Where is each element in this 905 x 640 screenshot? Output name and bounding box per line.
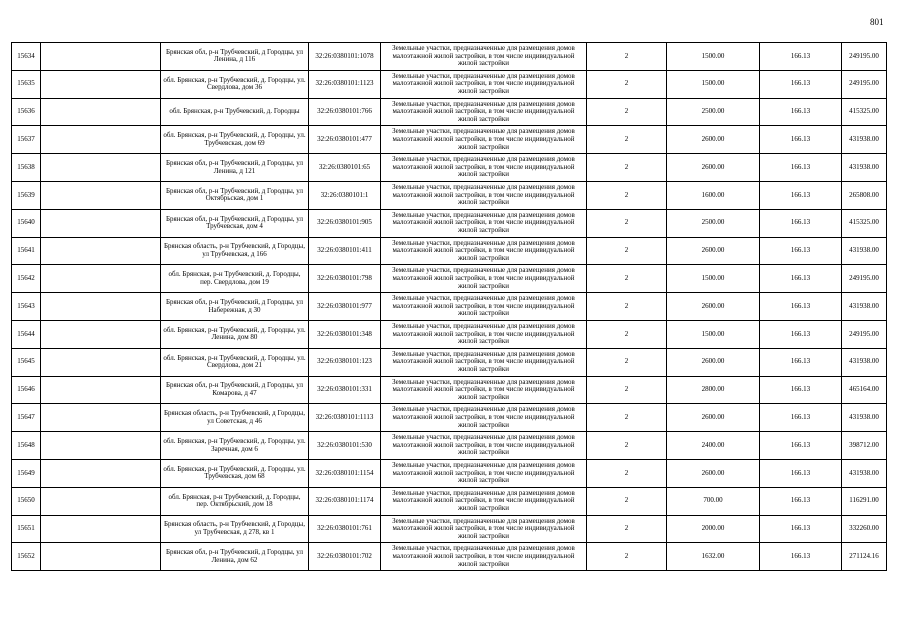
land-use-cell: Земельные участки, предназначенные для размещения домов малоэтажной жилой застройки, в том числе индивидуальной жилой застройки (381, 43, 587, 71)
area-cell: 1632.00 (667, 543, 760, 571)
cadastral-value-cell: 249195.00 (842, 320, 887, 348)
empty-cell (41, 487, 161, 515)
land-use-cell: Земельные участки, предназначенные для размещения домов малоэтажной жилой застройки, в том числе индивидуальной жилой застройки (381, 265, 587, 293)
specific-value-cell: 166.13 (760, 43, 842, 71)
empty-cell (41, 543, 161, 571)
row-number: 15643 (12, 293, 41, 321)
land-use-cell: Земельные участки, предназначенные для размещения домов малоэтажной жилой застройки, в том числе индивидуальной жилой застройки (381, 432, 587, 460)
land-use-cell: Земельные участки, предназначенные для размещения домов малоэтажной жилой застройки, в том числе индивидуальной жилой застройки (381, 404, 587, 432)
land-use-cell: Земельные участки, предназначенные для размещения домов малоэтажной жилой застройки, в том числе индивидуальной жилой застройки (381, 98, 587, 126)
cadastral-number-cell: 32:26:0380101:477 (309, 126, 381, 154)
group-cell: 2 (587, 404, 667, 432)
address-cell: Брянская обл, р-н Трубчевский, д Городцы, ул Комарова, д 47 (161, 376, 309, 404)
address-cell: обл. Брянская, р-н Трубчевский, д. Городцы, ул. Свердлова, дом 36 (161, 70, 309, 98)
cadastral-number-cell: 32:26:0380101:1154 (309, 459, 381, 487)
table-row (12, 154, 887, 182)
specific-value-cell: 166.13 (760, 515, 842, 543)
specific-value-cell: 166.13 (760, 320, 842, 348)
cadastral-value-cell: 271124.16 (842, 543, 887, 571)
row-number: 15637 (12, 126, 41, 154)
empty-cell (41, 459, 161, 487)
cadastral-value-cell: 465164.00 (842, 376, 887, 404)
table-row (12, 43, 887, 71)
empty-cell (41, 154, 161, 182)
table-row (12, 432, 887, 460)
cadastral-value-cell: 332260.00 (842, 515, 887, 543)
row-number: 15645 (12, 348, 41, 376)
address-cell: обл. Брянская, р-н Трубчевский, д. Городцы, пер. Октябрьский, дом 18 (161, 487, 309, 515)
address-cell: обл. Брянская, р-н Трубчевский, д. Городцы, ул. Трубчевская, дом 69 (161, 126, 309, 154)
cadastral-number-cell: 32:26:0380101:530 (309, 432, 381, 460)
table-row (12, 209, 887, 237)
row-number: 15636 (12, 98, 41, 126)
address-cell: обл. Брянская, р-н Трубчевский, д. Городцы, ул. Ленина, дом 80 (161, 320, 309, 348)
specific-value-cell: 166.13 (760, 181, 842, 209)
specific-value-cell: 166.13 (760, 293, 842, 321)
specific-value-cell: 166.13 (760, 459, 842, 487)
cadastral-value-cell: 415325.00 (842, 209, 887, 237)
cadastral-number-cell: 32:26:0380101:1174 (309, 487, 381, 515)
row-number: 15646 (12, 376, 41, 404)
cadastral-value-cell: 249195.00 (842, 265, 887, 293)
area-cell: 2500.00 (667, 209, 760, 237)
table-row (12, 265, 887, 293)
area-cell: 2800.00 (667, 376, 760, 404)
cadastral-number-cell: 32:26:0380101:702 (309, 543, 381, 571)
address-cell: Брянская обл, р-н Трубчевский, д Городцы, ул Ленина, д 116 (161, 43, 309, 71)
group-cell: 2 (587, 126, 667, 154)
cadastral-number-cell: 32:26:0380101:977 (309, 293, 381, 321)
group-cell: 2 (587, 459, 667, 487)
cadastral-number-cell: 32:26:0380101:1078 (309, 43, 381, 71)
cadastral-value-cell: 415325.00 (842, 98, 887, 126)
cadastral-number-cell: 32:26:0380101:331 (309, 376, 381, 404)
row-number: 15644 (12, 320, 41, 348)
cadastral-value-cell: 398712.00 (842, 432, 887, 460)
address-cell: Брянская обл, р-н Трубчевский, д Городцы, ул Ленина, д 121 (161, 154, 309, 182)
specific-value-cell: 166.13 (760, 487, 842, 515)
land-use-cell: Земельные участки, предназначенные для размещения домов малоэтажной жилой застройки, в том числе индивидуальной жилой застройки (381, 459, 587, 487)
land-use-cell: Земельные участки, предназначенные для размещения домов малоэтажной жилой застройки, в том числе индивидуальной жилой застройки (381, 515, 587, 543)
cadastral-value-cell: 249195.00 (842, 70, 887, 98)
empty-cell (41, 43, 161, 71)
cadastral-number-cell: 32:26:0380101:1123 (309, 70, 381, 98)
empty-cell (41, 515, 161, 543)
group-cell: 2 (587, 181, 667, 209)
cadastral-value-cell: 431938.00 (842, 126, 887, 154)
cadastral-value-cell: 116291.00 (842, 487, 887, 515)
row-number: 15642 (12, 265, 41, 293)
group-cell: 2 (587, 348, 667, 376)
empty-cell (41, 209, 161, 237)
address-cell: Брянская обл, р-н Трубчевский, д Городцы, ул Октябрьская, дом 1 (161, 181, 309, 209)
empty-cell (41, 181, 161, 209)
area-cell: 2600.00 (667, 459, 760, 487)
land-use-cell: Земельные участки, предназначенные для размещения домов малоэтажной жилой застройки, в том числе индивидуальной жилой застройки (381, 126, 587, 154)
group-cell: 2 (587, 293, 667, 321)
empty-cell (41, 98, 161, 126)
address-cell: Брянская обл, р-н Трубчевский, д Городцы, ул Набережная, д 30 (161, 293, 309, 321)
area-cell: 2400.00 (667, 432, 760, 460)
empty-cell (41, 432, 161, 460)
table-row (12, 126, 887, 154)
land-use-cell: Земельные участки, предназначенные для размещения домов малоэтажной жилой застройки, в том числе индивидуальной жилой застройки (381, 237, 587, 265)
cadastral-value-cell: 431938.00 (842, 459, 887, 487)
cadastral-value-cell: 431938.00 (842, 237, 887, 265)
land-use-cell: Земельные участки, предназначенные для размещения домов малоэтажной жилой застройки, в том числе индивидуальной жилой застройки (381, 543, 587, 571)
row-number: 15650 (12, 487, 41, 515)
table-row (12, 376, 887, 404)
area-cell: 2600.00 (667, 404, 760, 432)
group-cell: 2 (587, 376, 667, 404)
group-cell: 2 (587, 43, 667, 71)
table-row (12, 70, 887, 98)
empty-cell (41, 237, 161, 265)
specific-value-cell: 166.13 (760, 209, 842, 237)
table-row (12, 320, 887, 348)
address-cell: Брянская обл, р-н Трубчевский, д Городцы, ул Ленина, дом 62 (161, 543, 309, 571)
cadastral-number-cell: 32:26:0380101:1113 (309, 404, 381, 432)
specific-value-cell: 166.13 (760, 265, 842, 293)
area-cell: 1600.00 (667, 181, 760, 209)
cadastral-number-cell: 32:26:0380101:761 (309, 515, 381, 543)
row-number: 15639 (12, 181, 41, 209)
land-use-cell: Земельные участки, предназначенные для размещения домов малоэтажной жилой застройки, в том числе индивидуальной жилой застройки (381, 348, 587, 376)
empty-cell (41, 265, 161, 293)
address-cell: Брянская обл, р-н Трубчевский, д Городцы, ул Трубчевская, дом 4 (161, 209, 309, 237)
group-cell: 2 (587, 515, 667, 543)
table-body (12, 43, 887, 571)
cadastral-number-cell: 32:26:0380101:65 (309, 154, 381, 182)
land-use-cell: Земельные участки, предназначенные для размещения домов малоэтажной жилой застройки, в том числе индивидуальной жилой застройки (381, 70, 587, 98)
row-number: 15649 (12, 459, 41, 487)
specific-value-cell: 166.13 (760, 432, 842, 460)
area-cell: 2600.00 (667, 126, 760, 154)
address-cell: Брянская область, р-н Трубчевский, д Городцы, ул Трубчевская, д 278, кв 1 (161, 515, 309, 543)
address-cell: Брянская область, р-н Трубчевский, д Городцы, ул Советская, д 46 (161, 404, 309, 432)
address-cell: Брянская область, р-н Трубчевский, д Городцы, ул Трубчевская, д 166 (161, 237, 309, 265)
group-cell: 2 (587, 98, 667, 126)
empty-cell (41, 70, 161, 98)
row-number: 15640 (12, 209, 41, 237)
group-cell: 2 (587, 432, 667, 460)
empty-cell (41, 320, 161, 348)
row-number: 15634 (12, 43, 41, 71)
cadastral-number-cell: 32:26:0380101:905 (309, 209, 381, 237)
empty-cell (41, 293, 161, 321)
table-row (12, 459, 887, 487)
specific-value-cell: 166.13 (760, 98, 842, 126)
specific-value-cell: 166.13 (760, 543, 842, 571)
specific-value-cell: 166.13 (760, 154, 842, 182)
group-cell: 2 (587, 543, 667, 571)
area-cell: 2600.00 (667, 293, 760, 321)
empty-cell (41, 404, 161, 432)
group-cell: 2 (587, 320, 667, 348)
cadastral-value-cell: 431938.00 (842, 154, 887, 182)
group-cell: 2 (587, 70, 667, 98)
address-cell: обл. Брянская, р-н Трубчевский, д. Городцы, пер. Свердлова, дом 19 (161, 265, 309, 293)
cadastral-value-table (11, 42, 887, 571)
empty-cell (41, 126, 161, 154)
row-number: 15638 (12, 154, 41, 182)
cadastral-value-cell: 249195.00 (842, 43, 887, 71)
area-cell: 1500.00 (667, 265, 760, 293)
land-use-cell: Земельные участки, предназначенные для размещения домов малоэтажной жилой застройки, в том числе индивидуальной жилой застройки (381, 320, 587, 348)
cadastral-value-cell: 431938.00 (842, 404, 887, 432)
land-use-cell: Земельные участки, предназначенные для размещения домов малоэтажной жилой застройки, в том числе индивидуальной жилой застройки (381, 154, 587, 182)
area-cell: 1500.00 (667, 70, 760, 98)
specific-value-cell: 166.13 (760, 237, 842, 265)
table-row (12, 237, 887, 265)
group-cell: 2 (587, 209, 667, 237)
area-cell: 1500.00 (667, 43, 760, 71)
cadastral-number-cell: 32:26:0380101:411 (309, 237, 381, 265)
table-row (12, 487, 887, 515)
table-row (12, 98, 887, 126)
page-number: 801 (870, 17, 884, 27)
group-cell: 2 (587, 487, 667, 515)
land-use-cell: Земельные участки, предназначенные для размещения домов малоэтажной жилой застройки, в том числе индивидуальной жилой застройки (381, 487, 587, 515)
empty-cell (41, 376, 161, 404)
table-row (12, 515, 887, 543)
table-row (12, 348, 887, 376)
group-cell: 2 (587, 237, 667, 265)
area-cell: 2600.00 (667, 348, 760, 376)
land-use-cell: Земельные участки, предназначенные для размещения домов малоэтажной жилой застройки, в том числе индивидуальной жилой застройки (381, 376, 587, 404)
row-number: 15652 (12, 543, 41, 571)
address-cell: обл. Брянская, р-н Трубчевский, д. Городцы, ул. Заречная, дом 6 (161, 432, 309, 460)
cadastral-number-cell: 32:26:0380101:1 (309, 181, 381, 209)
cadastral-number-cell: 32:26:0380101:348 (309, 320, 381, 348)
row-number: 15648 (12, 432, 41, 460)
cadastral-number-cell: 32:26:0380101:798 (309, 265, 381, 293)
row-number: 15647 (12, 404, 41, 432)
area-cell: 2000.00 (667, 515, 760, 543)
row-number: 15641 (12, 237, 41, 265)
group-cell: 2 (587, 265, 667, 293)
land-use-cell: Земельные участки, предназначенные для размещения домов малоэтажной жилой застройки, в том числе индивидуальной жилой застройки (381, 293, 587, 321)
area-cell: 700.00 (667, 487, 760, 515)
group-cell: 2 (587, 154, 667, 182)
cadastral-number-cell: 32:26:0380101:766 (309, 98, 381, 126)
land-use-cell: Земельные участки, предназначенные для размещения домов малоэтажной жилой застройки, в том числе индивидуальной жилой застройки (381, 181, 587, 209)
cadastral-value-cell: 265808.00 (842, 181, 887, 209)
cadastral-number-cell: 32:26:0380101:123 (309, 348, 381, 376)
specific-value-cell: 166.13 (760, 126, 842, 154)
specific-value-cell: 166.13 (760, 376, 842, 404)
row-number: 15651 (12, 515, 41, 543)
table-row (12, 293, 887, 321)
address-cell: обл. Брянская, р-н Трубчевский, д. Городцы (161, 98, 309, 126)
cadastral-value-cell: 431938.00 (842, 293, 887, 321)
empty-cell (41, 348, 161, 376)
area-cell: 2600.00 (667, 237, 760, 265)
specific-value-cell: 166.13 (760, 348, 842, 376)
table-row (12, 543, 887, 571)
address-cell: обл. Брянская, р-н Трубчевский, д. Городцы, ул. Свердлова, дом 21 (161, 348, 309, 376)
area-cell: 2500.00 (667, 98, 760, 126)
cadastral-value-cell: 431938.00 (842, 348, 887, 376)
row-number: 15635 (12, 70, 41, 98)
table-row (12, 181, 887, 209)
specific-value-cell: 166.13 (760, 70, 842, 98)
land-use-cell: Земельные участки, предназначенные для размещения домов малоэтажной жилой застройки, в том числе индивидуальной жилой застройки (381, 209, 587, 237)
address-cell: обл. Брянская, р-н Трубчевский, д. Городцы, ул. Трубчевская, дом 68 (161, 459, 309, 487)
area-cell: 2600.00 (667, 154, 760, 182)
table-row (12, 404, 887, 432)
area-cell: 1500.00 (667, 320, 760, 348)
specific-value-cell: 166.13 (760, 404, 842, 432)
